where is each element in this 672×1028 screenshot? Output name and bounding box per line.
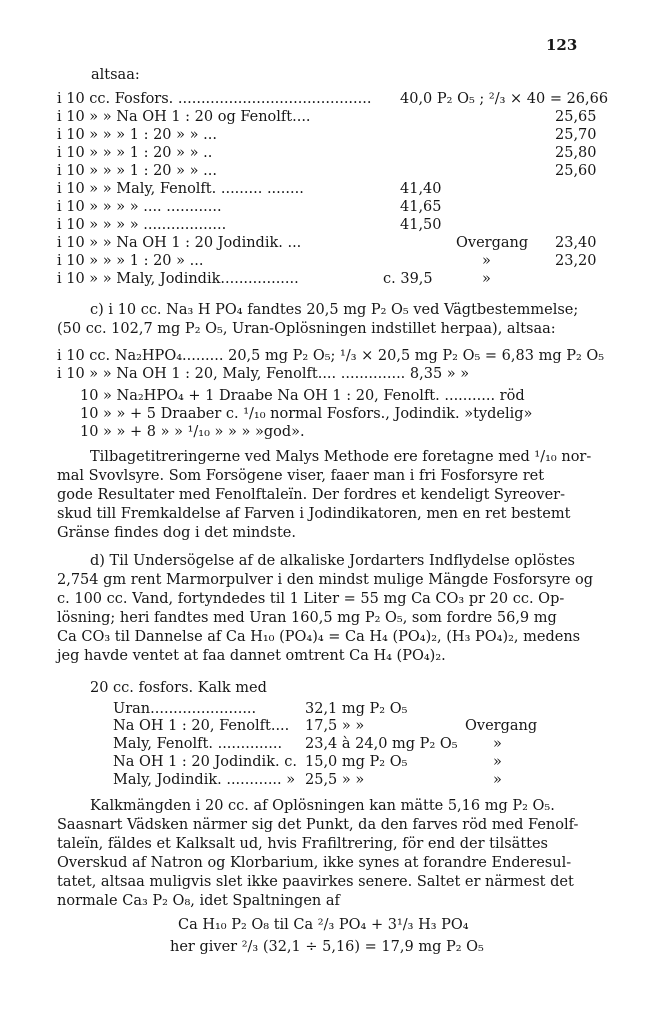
table-value: 41,40 — [400, 181, 442, 197]
table-row: i 10 » » » 1 : 20 » ... — [57, 253, 204, 269]
formula-line: her giver ²/₃ (32,1 ÷ 5,16) = 17,9 mg P₂ O₅ — [170, 939, 484, 955]
table-result: 25,70 — [555, 127, 597, 143]
table-result: 25,80 — [555, 145, 597, 161]
table-row: i 10 cc. Fosfors. .......................................... — [57, 91, 372, 107]
table-row: Maly, Fenolft. .............. — [113, 736, 283, 752]
paragraph-final-line: normale Ca₃ P₂ O₈, idet Spaltningen af — [57, 893, 340, 909]
intro-word: altsaa: — [91, 67, 140, 83]
table-verdict: » — [482, 271, 491, 287]
paragraph-line: mal Svovlsyre. Som Forsögene viser, faaer man i fri Fosforsyre ret — [57, 468, 545, 484]
paragraph-final-line: Overskud af Natron og Klorbarium, ikke synes at forandre Enderesul- — [57, 855, 572, 871]
paragraph-d-line: Ca CO₃ til Dannelse af Ca H₁₀ (PO₄)₄ = Ca H₄ (PO₄)₂, (H₃ PO₄)₂, medens — [57, 629, 581, 645]
paragraph-line: skud till Fremkaldelse af Farven i Jodindikatoren, men en ret bestemt — [57, 506, 571, 522]
na-line: i 10 » » Na OH 1 : 20, Maly, Fenolft.... .............. 8,35 » » — [57, 366, 470, 382]
table-verdict: » — [493, 754, 502, 770]
table-row: i 10 » » Na OH 1 : 20 Jodindik. ... — [57, 235, 302, 251]
paragraph-line: Gränse findes dog i det mindste. — [57, 525, 296, 541]
paragraph-final-line: Kalkmängden i 20 cc. af Oplösningen kan mätte 5,16 mg P₂ O₅. — [90, 798, 555, 814]
page-number: 123 — [546, 36, 578, 54]
na-line: i 10 cc. Na₂HPO₄......... 20,5 mg P₂ O₅; ¹/₃ × 20,5 mg P₂ O₅ = 6,83 mg P₂ O₅ — [57, 348, 605, 364]
paragraph-c-line: (50 cc. 102,7 mg P₂ O₅, Uran-Oplösningen indstillet herpaa), altsaa: — [57, 321, 556, 337]
paragraph-final-line: tatet, altsaa muligvis slet ikke paavirkes senere. Saltet er närmest det — [57, 874, 574, 890]
paragraph-d-line: d) Til Undersögelse af de alkaliske Jordarters Indflydelse oplöstes — [90, 553, 575, 569]
table-value: 25,5 » » — [305, 772, 365, 788]
table-row: i 10 » » » 1 : 20 » » ... — [57, 127, 217, 143]
paragraph-d-line: lösning; heri fandtes med Uran 160,5 mg P₂ O₅, som fordre 56,9 mg — [57, 610, 557, 626]
table-verdict: » — [482, 253, 491, 269]
table-value: 15,0 mg P₂ O₅ — [305, 754, 408, 770]
paragraph-line: gode Resultater med Fenolftaleïn. Der fordres et kendeligt Syreover- — [57, 487, 566, 503]
table-value: c. 39,5 — [383, 271, 433, 287]
formula-line: Ca H₁₀ P₂ O₈ til Ca ²/₃ PO₄ + 3¹/₃ H₃ PO₄ — [178, 917, 469, 933]
table-row: i 10 » » Na OH 1 : 20 og Fenolft.... — [57, 109, 311, 125]
kalk-header: 20 cc. fosfors. Kalk med — [90, 680, 267, 696]
table-row: Maly, Jodindik. ............ » — [113, 772, 296, 788]
table-result: 23,40 — [555, 235, 597, 251]
table-result: 25,60 — [555, 163, 597, 179]
table-verdict: » — [493, 736, 502, 752]
table-row: Na OH 1 : 20 Jodindik. c. — [113, 754, 297, 770]
table-result: 23,20 — [555, 253, 597, 269]
table-row: i 10 » » » 1 : 20 » » ... — [57, 163, 217, 179]
table-value: 32,1 mg P₂ O₅ — [305, 701, 408, 717]
table-result: 40,0 P₂ O₅ ; ²/₃ × 40 = 26,66 — [400, 91, 609, 107]
table-row: i 10 » » Maly, Jodindik................. — [57, 271, 299, 287]
drop-line: 10 » » + 8 » » ¹/₁₀ » » » »god». — [80, 424, 305, 440]
paragraph-c-line: c) i 10 cc. Na₃ H PO₄ fandtes 20,5 mg P₂ O₅ ved Vägtbestemmelse; — [90, 302, 579, 318]
paragraph-d-line: jeg havde ventet at faa dannet omtrent Ca H₄ (PO₄)₂. — [57, 648, 446, 664]
paragraph-d-line: c. 100 cc. Vand, fortyndedes til 1 Liter = 55 mg Ca CO₃ pr 20 cc. Op- — [57, 591, 565, 607]
table-verdict: Overgang — [465, 718, 538, 734]
table-row: i 10 » » » » .... ............ — [57, 199, 222, 215]
table-value: 41,65 — [400, 199, 442, 215]
table-value: 41,50 — [400, 217, 442, 233]
table-verdict: Overgang — [456, 235, 529, 251]
paragraph-final-line: taleïn, fäldes et Kalksalt ud, hvis Frafiltrering, för end der tilsättes — [57, 836, 548, 852]
table-result: 25,65 — [555, 109, 597, 125]
paragraph-d-line: 2,754 gm rent Marmorpulver i den mindst mulige Mängde Fosforsyre og — [57, 572, 594, 588]
paragraph-final-line: Saasnart Vädsken närmer sig det Punkt, da den farves röd med Fenolf- — [57, 817, 579, 833]
table-row: i 10 » » » » .................. — [57, 217, 227, 233]
table-row: i 10 » » Maly, Fenolft. ......... ........ — [57, 181, 304, 197]
table-row: Uran....................... — [113, 701, 257, 717]
drop-line: 10 » » + 5 Draaber c. ¹/₁₀ normal Fosfors., Jodindik. »tydelig» — [80, 406, 533, 422]
drop-line: 10 » Na₂HPO₄ + 1 Draabe Na OH 1 : 20, Fenolft. ........... röd — [80, 388, 525, 404]
table-row: Na OH 1 : 20, Fenolft.... — [113, 718, 290, 734]
paragraph-line: Tilbagetitreringerne ved Malys Methode ere foretagne med ¹/₁₀ nor- — [90, 449, 592, 465]
table-verdict: » — [493, 772, 502, 788]
table-row: i 10 » » » 1 : 20 » » .. — [57, 145, 213, 161]
table-value: 17,5 » » — [305, 718, 365, 734]
table-value: 23,4 à 24,0 mg P₂ O₅ — [305, 736, 458, 752]
